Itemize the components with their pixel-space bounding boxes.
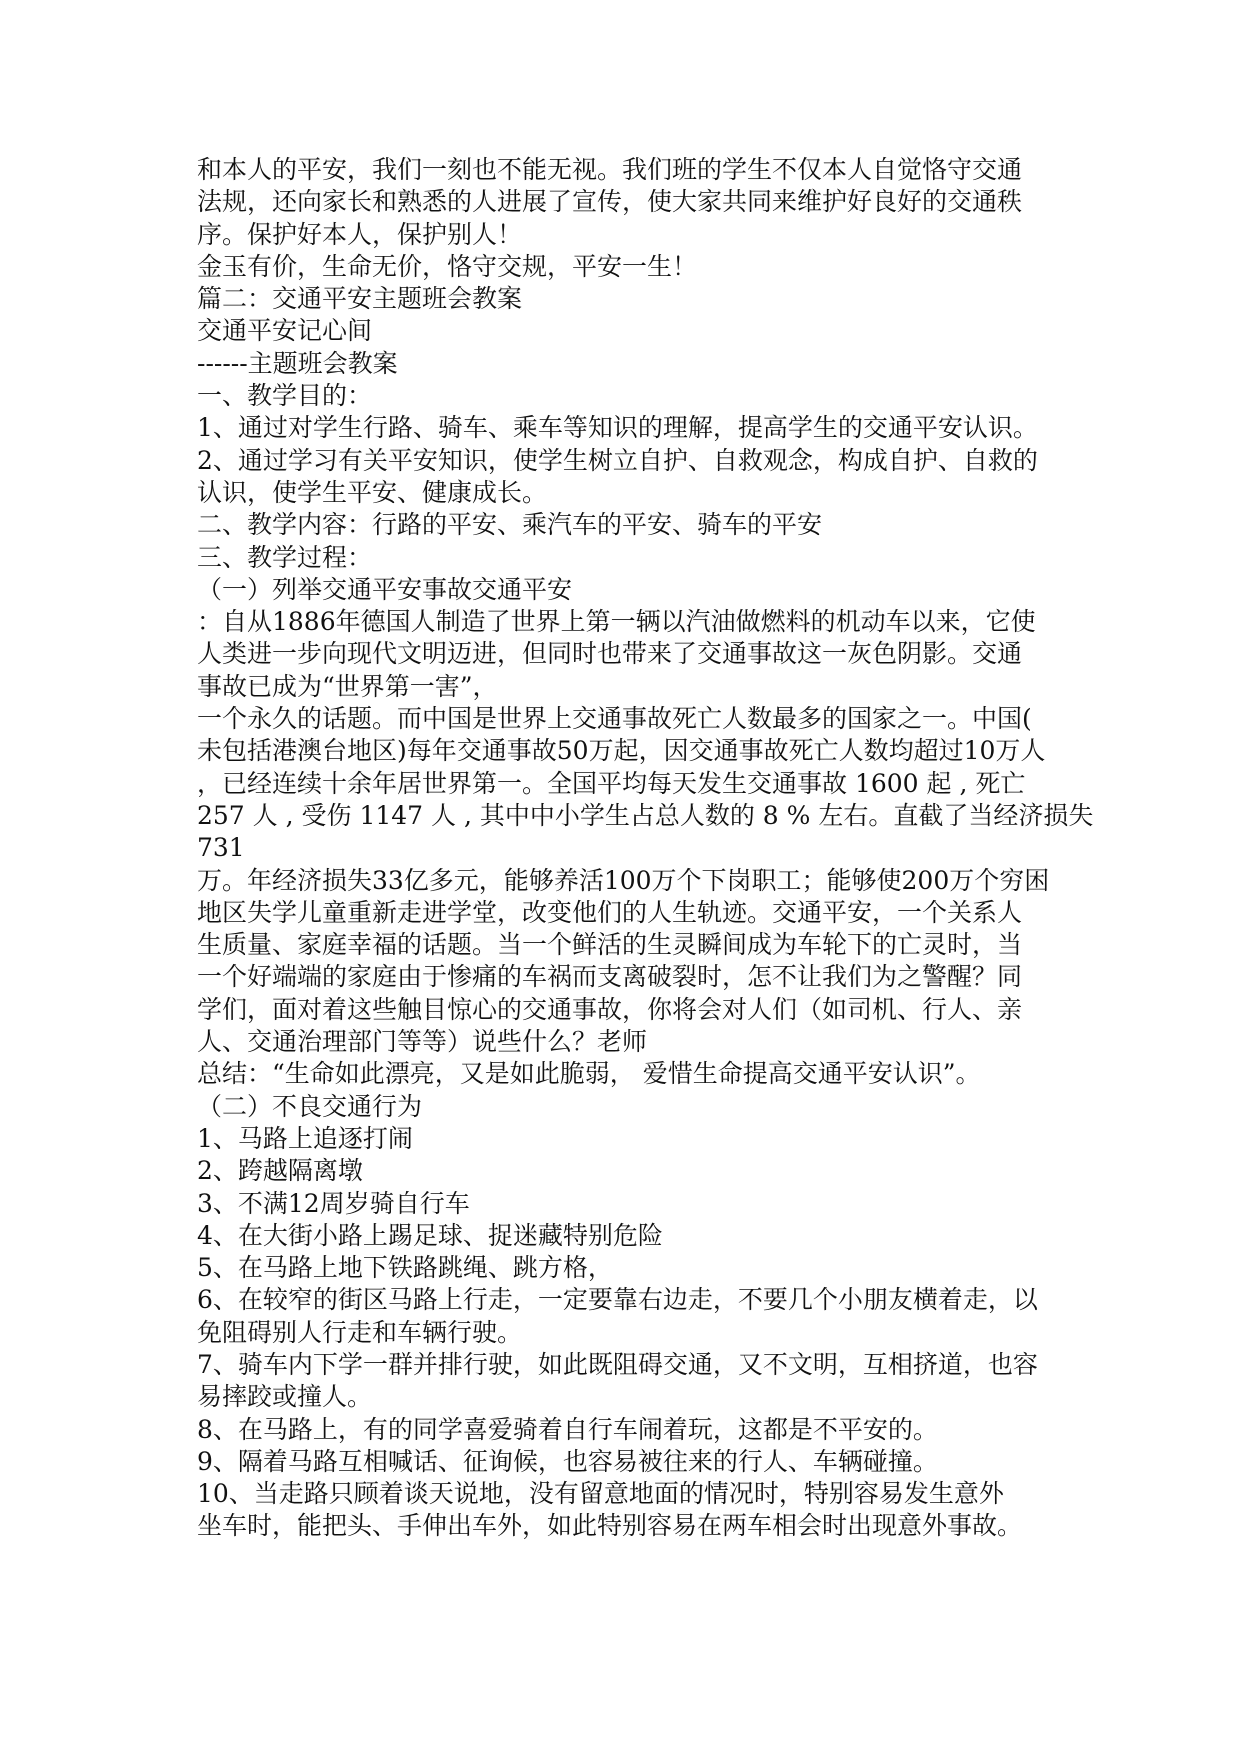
list-item: 6、在较窄的街区马路上行走，一定要靠右边走，不要几个小朋友横着走，以: [197, 1285, 1038, 1315]
text-line: 序。保护好本人，保护别人！: [197, 219, 523, 249]
section-heading: 篇二：交通平安主题班会教案: [197, 284, 523, 314]
text-line: 731: [197, 833, 245, 863]
list-item: 8、在马路上，有的同学喜爱骑着自行车闹着玩，这都是不平安的。: [197, 1414, 938, 1444]
list-item: 2、跨越隔离墩: [197, 1156, 363, 1186]
text-line: ，已经连续十余年居世界第一。全国平均每天发生交通事故 1600 起 , 死亡: [197, 768, 1026, 798]
text-line: 免阻碍别人行走和车辆行驶。: [197, 1317, 523, 1347]
text-line: 2、通过学习有关平安知识，使学生树立自护、自救观念，构成自护、自救的: [197, 445, 1038, 475]
text-line: 二、教学内容：行路的平安、乘汽车的平安、骑车的平安: [197, 510, 823, 540]
text-line: 人类进一步向现代文明迈进，但同时也带来了交通事故这一灰色阴影。交通: [197, 639, 1023, 669]
text-line: 257 人 , 受伤 1147 人 , 其中中小学生占总人数的 8 % 左右。直截了当经济损失: [197, 800, 1094, 830]
text-line: 人、交通治理部门等等）说些什么？老师: [197, 1027, 648, 1057]
list-item: 3、不满12周岁骑自行车: [197, 1188, 470, 1218]
text-line: 三、教学过程：: [197, 542, 373, 572]
text-line: 法规，还向家长和熟悉的人进展了宣传，使大家共同来维护好良好的交通秩: [197, 187, 1023, 217]
text-line: 和本人的平安，我们一刻也不能无视。我们班的学生不仅本人自觉恪守交通: [197, 155, 1023, 184]
text-line: 一个永久的话题。而中国是世界上交通事故死亡人数最多的国家之一。中国(: [197, 704, 1032, 734]
list-item: 1、马路上追逐打闹: [197, 1123, 413, 1153]
text-line: 万。年经济损失33亿多元，能够养活100万个下岗职工；能够使200万个穷困: [197, 865, 1050, 895]
text-line: 地区失学儿童重新走进学堂，改变他们的人生轨迹。交通平安，一个关系人: [197, 897, 1023, 927]
text-line: 坐车时，能把头、手伸出车外，如此特别容易在两车相会时出现意外事故。: [197, 1511, 1023, 1541]
text-line: （一）列举交通平安事故交通平安: [197, 574, 573, 604]
text-line: 未包括港澳台地区)每年交通事故50万起，因交通事故死亡人数均超过10万人: [197, 736, 1046, 766]
lesson-subtitle: ------主题班会教案: [197, 348, 398, 378]
list-item: 5、在马路上地下铁路跳绳、跳方格，: [197, 1253, 613, 1283]
text-line: 金玉有价，生命无价，恪守交规，平安一生！: [197, 251, 698, 281]
list-item: 4、在大街小路上踢足球、捉迷藏特别危险: [197, 1220, 663, 1250]
text-line: ：自从1886年德国人制造了世界上第一辆以汽油做燃料的机动车以来，它使: [197, 607, 1036, 637]
text-line: 学们，面对着这些触目惊心的交通事故，你将会对人们（如司机、行人、亲: [197, 994, 1023, 1024]
list-item: 10、当走路只顾着谈天说地，没有留意地面的情况时，特别容易发生意外: [197, 1479, 1004, 1509]
text-line: 认识，使学生平安、健康成长。: [197, 477, 548, 507]
text-line: （二）不良交通行为: [197, 1091, 423, 1121]
lesson-title: 交通平安记心间: [197, 316, 373, 346]
text-line: 易摔跤或撞人。: [197, 1382, 373, 1412]
text-line: 1、通过对学生行路、骑车、乘车等知识的理解，提高学生的交通平安认识。: [197, 413, 1038, 443]
list-item: 7、骑车内下学一群并排行驶，如此既阻碍交通，又不文明，互相挤道，也容: [197, 1349, 1038, 1379]
text-line: 总结：“生命如此漂亮，又是如此脆弱， 爱惜生命提高交通平安认识”。: [197, 1059, 981, 1089]
text-line: 事故已成为“世界第一害”，: [197, 671, 498, 701]
list-item: 9、隔着马路互相喊话、征询候，也容易被往来的行人、车辆碰撞。: [197, 1446, 938, 1476]
text-line: 一个好端端的家庭由于惨痛的车祸而支离破裂时，怎不让我们为之警醒？同: [197, 962, 1023, 992]
text-line: 生质量、家庭幸福的话题。当一个鲜活的生灵瞬间成为车轮下的亡灵时，当: [197, 930, 1023, 960]
document-body: [197, 154, 1094, 1543]
text-line: 一、教学目的：: [197, 381, 373, 411]
